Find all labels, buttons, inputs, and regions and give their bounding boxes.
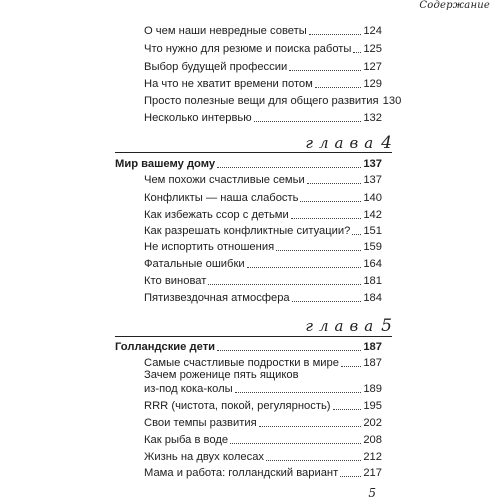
toc-entry-page: 140 xyxy=(363,192,382,204)
toc-entry-title: Мама и работа: голландский вариант xyxy=(144,467,339,479)
toc-entry-page: 195 xyxy=(363,400,382,412)
toc-entry-page: 125 xyxy=(363,43,382,55)
toc-entry[interactable] xyxy=(144,382,382,396)
chapter-5-divider xyxy=(115,336,392,337)
toc-entry-title: Что нужно для резюме и поиска работы xyxy=(144,43,352,55)
toc-entry-page: 129 xyxy=(363,78,382,90)
leader-dots xyxy=(352,233,361,235)
toc-entry[interactable] xyxy=(144,208,382,222)
toc-entry[interactable] xyxy=(144,24,382,38)
toc-entry-page: 181 xyxy=(363,275,382,287)
leader-dots xyxy=(353,51,361,53)
toc-entry-page: 130 xyxy=(382,95,402,107)
chapter-word: глава xyxy=(305,317,380,335)
chapter-heading-page: 187 xyxy=(363,341,382,353)
chapter-heading-title: Голландские дети xyxy=(115,341,216,353)
chapter-5-heading[interactable] xyxy=(115,340,382,354)
chapter-number: 5 xyxy=(381,316,392,336)
leader-dots xyxy=(259,425,362,427)
toc-entry-page: 208 xyxy=(363,434,382,446)
leader-dots xyxy=(291,217,362,219)
toc-entry-title: Кто виноват xyxy=(144,275,207,287)
leader-dots xyxy=(289,69,361,71)
toc-entry[interactable] xyxy=(144,416,382,430)
toc-entry-page: 142 xyxy=(363,209,382,221)
leader-dots xyxy=(276,249,361,251)
toc-entry-title: RRR (чистота, покой, регулярность) xyxy=(144,400,331,412)
toc-entry[interactable] xyxy=(144,77,382,91)
toc-entry-title: Фатальные ошибки xyxy=(144,258,245,270)
leader-dots xyxy=(266,459,361,461)
chapter-word: глава xyxy=(305,134,380,152)
leader-dots xyxy=(254,120,362,122)
toc-entry-title: Жизнь на двух колесах xyxy=(144,451,265,463)
toc-entry[interactable] xyxy=(144,257,382,271)
toc-entry-title: Выбор будущей профессии xyxy=(144,61,288,73)
leader-dots xyxy=(340,475,361,477)
toc-entry-page: 124 xyxy=(363,25,382,37)
toc-entry-title: из-под кока-колы xyxy=(144,383,233,395)
leader-dots xyxy=(315,86,361,88)
toc-entry[interactable] xyxy=(144,173,382,187)
toc-entry[interactable] xyxy=(144,240,382,254)
leader-dots xyxy=(235,391,362,393)
toc-entry[interactable] xyxy=(144,60,382,74)
toc-entry-title: Самые счастливые подростки в мире xyxy=(144,357,339,369)
toc-entry-title: Чем похожи счастливые семьи xyxy=(144,174,305,186)
leader-dots xyxy=(208,283,361,285)
toc-entry[interactable] xyxy=(144,94,402,108)
chapter-4-heading[interactable] xyxy=(115,157,382,171)
leader-dots xyxy=(230,442,361,444)
chapter-4-divider xyxy=(115,152,392,153)
leader-dots xyxy=(341,365,361,367)
leader-dots xyxy=(292,300,362,302)
toc-entry-page: 159 xyxy=(363,241,382,253)
toc-entry-title: Как рыба в воде xyxy=(144,434,229,446)
leader-dots xyxy=(307,182,362,184)
running-title: Содержание xyxy=(419,0,490,11)
toc-entry[interactable] xyxy=(144,399,382,413)
toc-entry[interactable] xyxy=(144,450,382,464)
toc-entry-page: 127 xyxy=(363,61,382,73)
toc-entry[interactable] xyxy=(144,42,382,56)
toc-entry-page: 189 xyxy=(363,383,382,395)
chapter-heading-page: 137 xyxy=(363,158,382,170)
toc-entry[interactable] xyxy=(144,291,382,305)
toc-entry[interactable] xyxy=(144,191,382,205)
toc-entry-page: 212 xyxy=(363,451,382,463)
chapter-number: 4 xyxy=(381,133,392,153)
toc-entry-page: 137 xyxy=(363,174,382,186)
toc-entry[interactable] xyxy=(144,111,382,125)
leader-dots xyxy=(217,166,361,168)
toc-entry-title: Несколько интервью xyxy=(144,112,252,124)
toc-entry-title: Как разрешать конфликтные ситуации? xyxy=(144,225,351,237)
toc-entry-title: Конфликты — наша слабость xyxy=(144,192,299,204)
leader-dots xyxy=(247,266,362,268)
toc-entry[interactable] xyxy=(144,274,382,288)
page-number: 5 xyxy=(368,486,376,500)
leader-dots xyxy=(333,408,362,410)
toc-entry-page: 217 xyxy=(363,467,382,479)
toc-entry-title: Не испортить отношения xyxy=(144,241,275,253)
toc-entry-title: О чем наши невредные советы xyxy=(144,25,307,37)
toc-entry[interactable] xyxy=(144,466,382,480)
toc-entry-page: 151 xyxy=(363,225,382,237)
leader-dots xyxy=(309,33,362,35)
chapter-4-label xyxy=(305,133,392,153)
toc-entry-page: 132 xyxy=(363,112,382,124)
toc-entry-title: Просто полезные вещи для общего развития xyxy=(144,95,379,107)
chapter-5-label xyxy=(305,316,392,336)
toc-entry[interactable] xyxy=(144,433,382,447)
toc-entry-page: 187 xyxy=(363,357,382,369)
toc-entry-page: 184 xyxy=(363,292,382,304)
toc-entry-title: Свои темпы развития xyxy=(144,417,257,429)
chapter-heading-title: Мир вашему дому xyxy=(115,158,216,170)
toc-entry-page: 202 xyxy=(363,417,382,429)
toc-entry-title: Как избежать ссор с детьми xyxy=(144,209,289,221)
toc-entry-title: На что не хватит времени потом xyxy=(144,78,313,90)
leader-dots xyxy=(217,349,361,351)
toc-entry-page: 164 xyxy=(363,258,382,270)
toc-entry[interactable] xyxy=(144,224,382,238)
leader-dots xyxy=(300,200,361,202)
toc-entry-title: Пятизвездочная атмосфера xyxy=(144,292,290,304)
toc-entry-title-line1[interactable]: Зачем роженице пять ящиков xyxy=(144,369,299,381)
